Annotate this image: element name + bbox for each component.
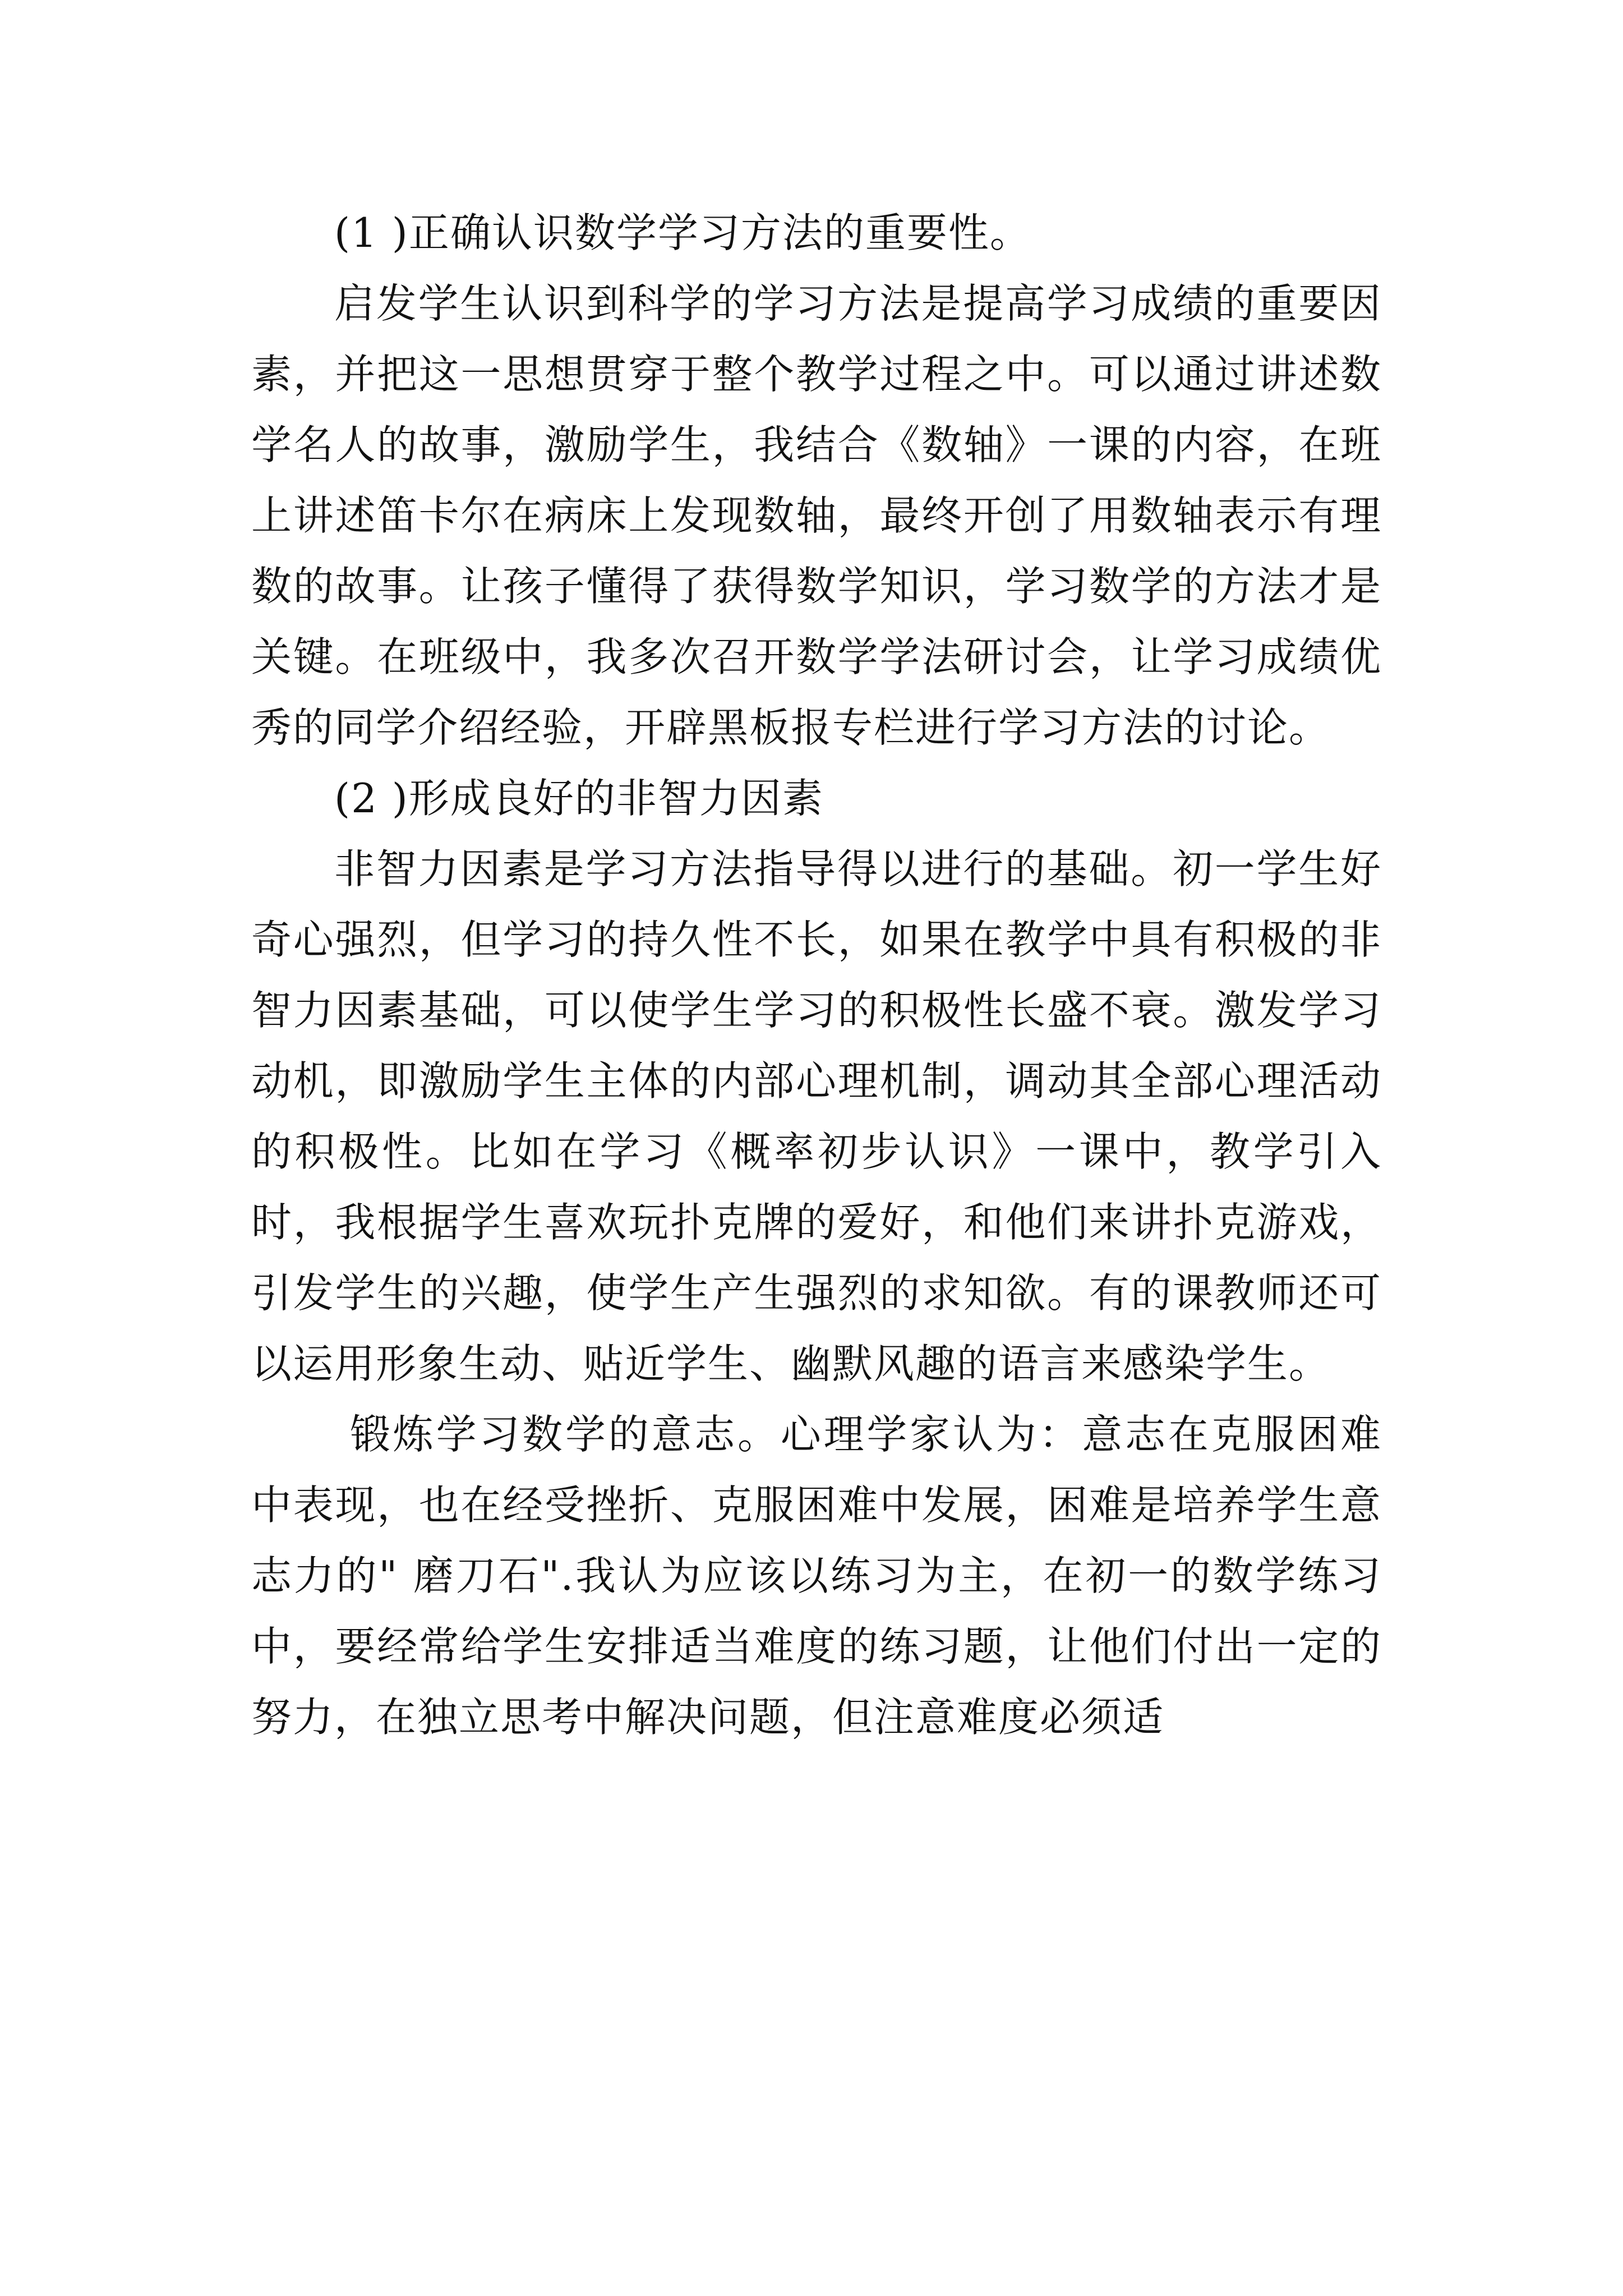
document-body [251,197,1382,1752]
section-heading-2: (2 )形成良好的非智力因素 [334,775,824,822]
section-heading-1: (1 )正确认识数学学习方法的重要性。 [334,209,1031,256]
paragraph-2: 非智力因素是学习方法指导得以进行的基础。初一学生好奇心强烈，但学习的持久性不长，如果在教学中具有积极的非智力因素基础，可以使学生学习的积极性长盛不衰。激发学习动机，即激励学生主体的内部心理机制，调动其全部心理活动的积极性。比如在学习《概率初步认识》一课中，教学引入时，我根据学生喜欢玩扑克牌的爱好，和他们来讲扑克游戏，引发学生的兴趣，使学生产生强烈的求知欲。有的课教师还可以运用形象生动、贴近学生、幽默风趣的语言来感染学生。 [251,845,1382,1387]
paragraph-3: 锻炼学习数学的意志。心理学家认为：意志在克服困难中表现，也在经受挫折、克服困难中发展，困难是培养学生意志力的" 磨刀石".我认为应该以练习为主，在初一的数学练习中，要经常给学生安排适当难度的练习题，让他们付出一定的努力，在独立思考中解决问题，但注意难度必须适 [251,1411,1382,1741]
paragraph-1: 启发学生认识到科学的学习方法是提高学习成绩的重要因素，并把这一思想贯穿于整个教学过程之中。可以通过讲述数学名人的故事，激励学生，我结合《数轴》一课的内容，在班上讲述笛卡尔在病床上发现数轴，最终开创了用数轴表示有理数的故事。让孩子懂得了获得数学知识，学习数学的方法才是关键。在班级中，我多次召开数学学法研讨会，让学习成绩优秀的同学介绍经验，开辟黑板报专栏进行学习方法的讨论。 [251,280,1382,751]
